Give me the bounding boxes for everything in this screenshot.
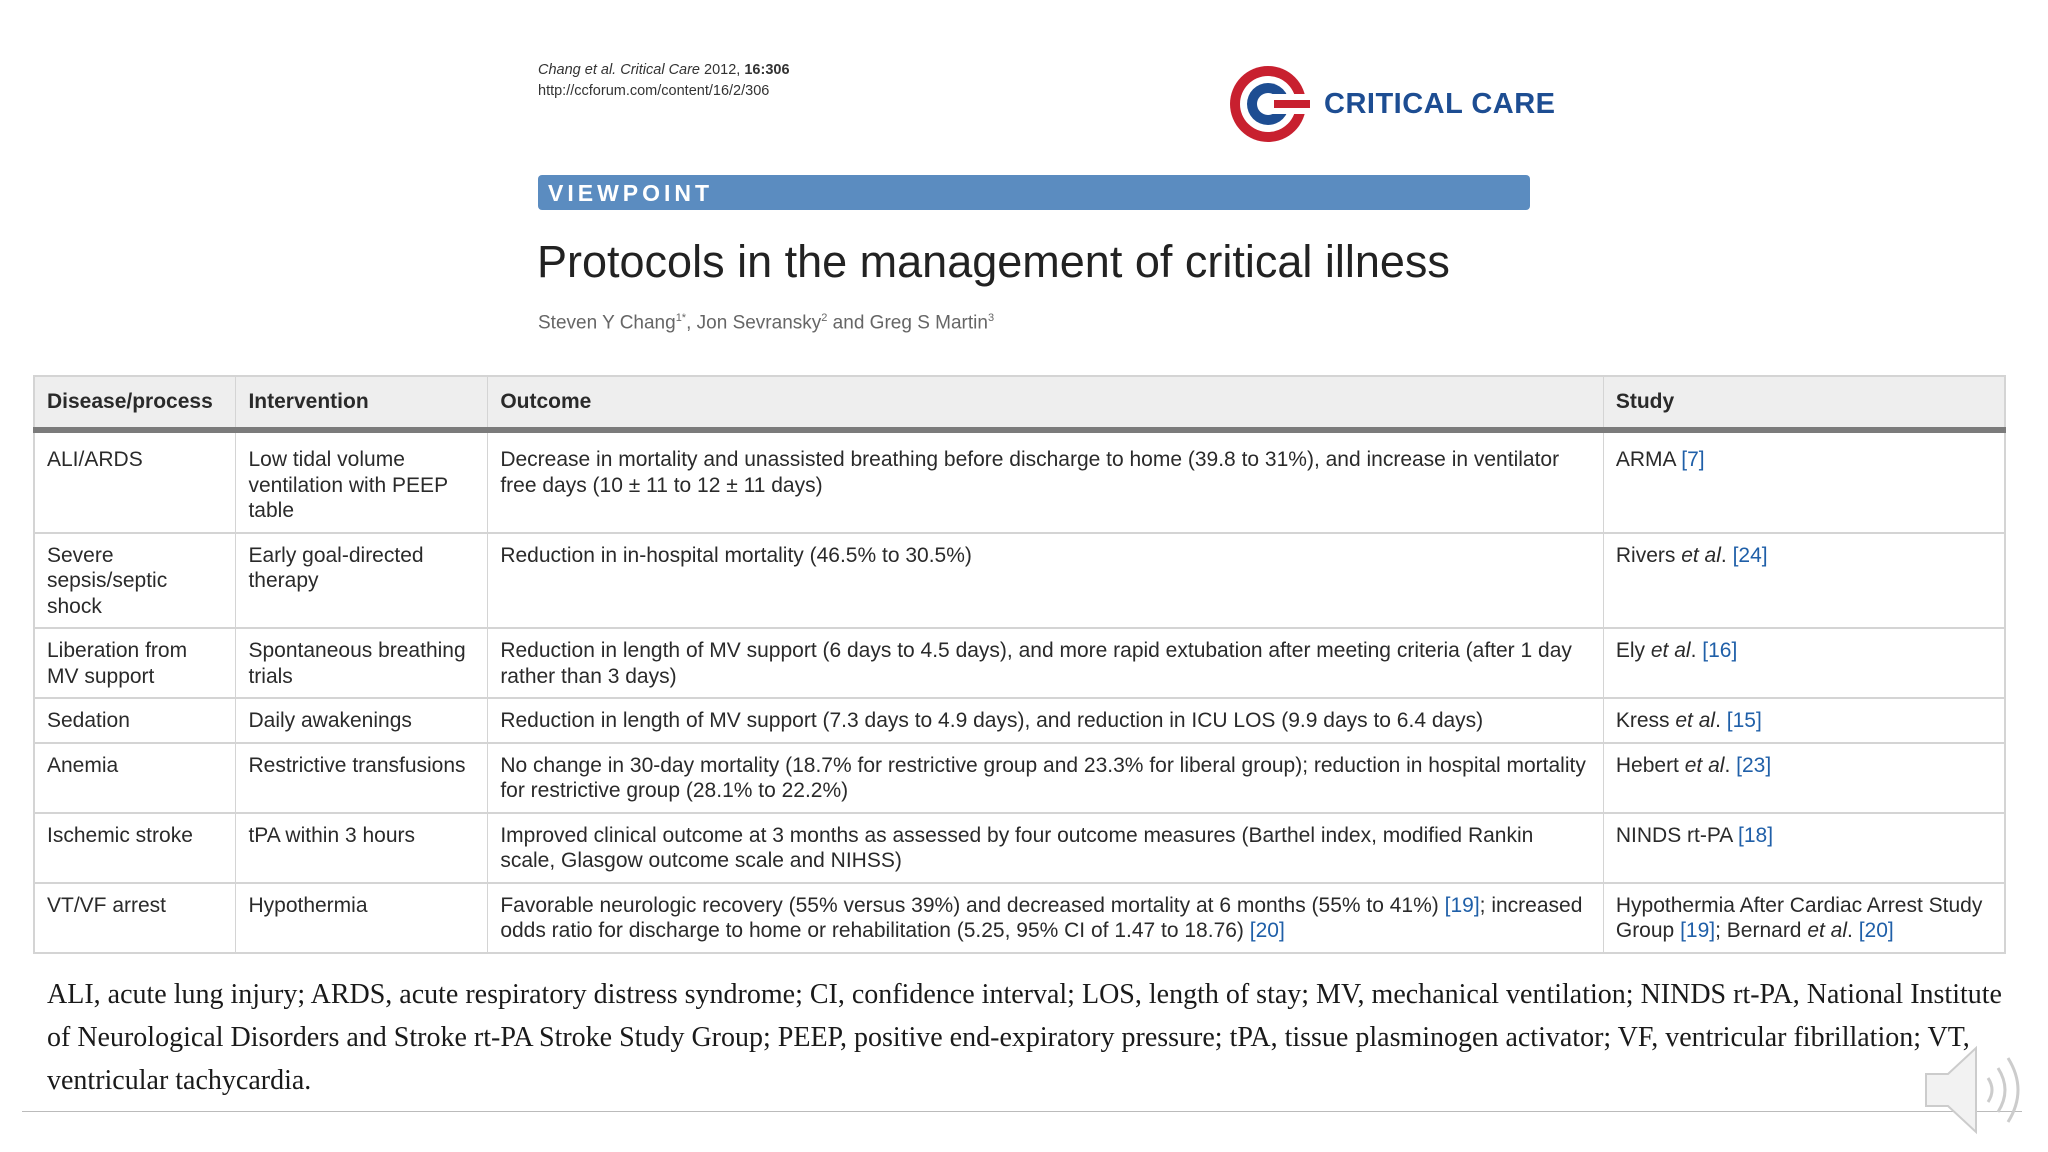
study-cell: Rivers et al. [ 24 ] [1603, 533, 2005, 629]
reference-link[interactable]: [ 19 ] [1680, 919, 1715, 942]
study-cell: Hypothermia After Cardiac Arrest Study Group [ 19 ] ; Bernard et al. [ 20 ] [1603, 883, 2005, 953]
column-header: Study [1603, 376, 2005, 430]
table-header-row [34, 376, 2005, 430]
outcome-cell: Reduction in in-hospital mortality (46.5% to 30.5%) [488, 533, 1604, 629]
author-affiliation: 2 [821, 312, 828, 324]
citation-line-1: Chang et al. Critical Care 2012, 16:306 [538, 62, 790, 78]
outcome-cell: Reduction in length of MV support (7.3 days to 4.9 days), and reduction in ICU LOS (9.9 days to 6.4 days) [488, 698, 1604, 743]
italic-text: et al [1684, 753, 1725, 777]
outcome-cell: Improved clinical outcome at 3 months as assessed by four outcome measures (Barthel index, modified Rankin scale, Glasgow outcome scale and NIHSS) [488, 813, 1604, 883]
reference-link[interactable]: [ 15 ] [1727, 709, 1762, 732]
intervention-cell: Daily awakenings [236, 698, 488, 743]
disease-cell: ALI/ARDS [47, 448, 143, 471]
table-row [34, 698, 2005, 743]
study-cell: Hebert et al. [ 23 ] [1603, 743, 2005, 813]
author-list: Steven Y Chang$^{1*}$, Jon Sevransky$^2$ and Greg S Martin$^3$ [538, 312, 995, 334]
speaker-volume-icon[interactable] [1918, 1040, 2030, 1145]
logo-text: CRITICAL CARE [1324, 87, 1556, 120]
viewpoint-banner: VIEWPOINT [538, 175, 1530, 210]
reference-link[interactable]: [ 16 ] [1702, 639, 1737, 662]
study-cell: NINDS rt-PA [ 18 ] [1603, 813, 2005, 883]
author-name: Greg S Martin [869, 312, 988, 334]
italic-text: et al [1650, 639, 1691, 662]
divider [22, 1111, 2022, 1112]
outcome-cell: Favorable neurologic recovery (55% versus 39%) and decreased mortality at 6 months (55% to 41%) [ 19 ] ; increased odds ratio for discharge to home or rehabilitation (5.25, 95% CI of 1.47 to 18.76) [ 20 ] [488, 883, 1604, 953]
column-header: Intervention [236, 376, 488, 430]
italic-text: et al [1681, 543, 1721, 567]
protocols-table [33, 375, 2006, 954]
journal-logo [1226, 62, 1556, 146]
reference-link[interactable]: [ 19 ] [1445, 894, 1480, 917]
column-header: Outcome [488, 376, 1604, 430]
table-row [34, 813, 2005, 883]
reference-link[interactable]: [ 20 ] [1250, 919, 1285, 942]
intervention-cell: tPA within 3 hours [236, 813, 488, 883]
reference-link[interactable]: [ 20 ] [1859, 919, 1894, 942]
disease-cell: Severe sepsis/septic shock [34, 533, 236, 629]
article-title: Protocols in the management of critical illness [537, 236, 1450, 287]
intervention-cell: Hypothermia [236, 883, 488, 953]
author-affiliation: 1* [675, 312, 687, 324]
column-header: Disease/process [34, 376, 236, 430]
table-footnote: ALI, acute lung injury; ARDS, acute respiratory distress syndrome; CI, confidence interval; LOS, length of stay; MV, mechanical ventilation; NINDS rt-PA, National Institute of Neurological Disorders and Stroke rt-PA Stroke Study Group; PEEP, positive end-expiratory pressure; tPA, tissue plasminogen activator; VF, ventricular fibrillation; VT, ventricular tachycardia. [47, 979, 2002, 1096]
intervention-cell: Low tidal volume ventilation with PEEP table [236, 430, 488, 533]
outcome-cell: No change in 30-day mortality (18.7% for restrictive group and 23.3% for liberal group); reduction in hospital mortality for restrictive group (28.1% to 22.2%) [488, 743, 1604, 813]
study-cell: Kress et al. [ 15 ] [1603, 698, 2005, 743]
intervention-cell: Spontaneous breathing trials [236, 628, 488, 698]
table-row [34, 628, 2005, 698]
intervention-cell: Restrictive transfusions [236, 743, 488, 813]
intervention-cell: Early goal-directed therapy [236, 533, 488, 629]
critical-care-logo-icon [1226, 62, 1310, 146]
reference-link[interactable]: [ 7 ] [1681, 448, 1704, 471]
disease-cell: Sedation [34, 698, 236, 743]
italic-text: et al [1807, 919, 1848, 942]
outcome-cell: Reduction in length of MV support (6 days to 4.5 days), and more rapid extubation after meeting criteria (after 1 day rather than 3 days) [488, 628, 1604, 698]
table-row [34, 533, 2005, 629]
citation [538, 60, 790, 102]
italic-text: et al [1675, 709, 1716, 732]
author-name: Jon Sevransky [696, 312, 822, 334]
disease-cell: Ischemic stroke [34, 813, 236, 883]
author-name: Steven Y Chang [538, 312, 676, 334]
disease-cell: Liberation from MV support [34, 628, 236, 698]
disease-cell: VT/VF arrest [34, 883, 236, 953]
table-row [34, 743, 2005, 813]
author-affiliation: 3 [987, 312, 995, 324]
reference-link[interactable]: [ 24 ] [1733, 544, 1768, 567]
reference-link[interactable]: [ 18 ] [1738, 824, 1773, 847]
outcome-cell: Decrease in mortality and unassisted breathing before discharge to home (39.8 to 31%), and increase in ventilator free days (10 ± 11 to 12 ± 11 days) [488, 430, 1604, 533]
study-cell: Ely et al. [ 16 ] [1603, 628, 2005, 698]
disease-cell: Anemia [34, 743, 236, 813]
table-row [34, 430, 2005, 533]
study-cell: ARMA [ 7 ] [1603, 430, 2005, 533]
reference-link[interactable]: [ 23 ] [1736, 754, 1771, 777]
table-row [34, 883, 2005, 953]
citation-url[interactable]: http://ccforum.com/content/16/2/306 [538, 83, 770, 99]
